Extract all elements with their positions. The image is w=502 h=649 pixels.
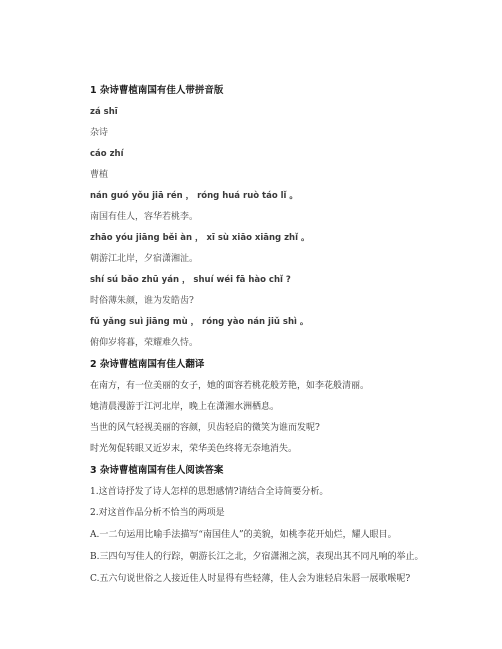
question-item: 1.这首诗抒发了诗人怎样的思想感情?请结合全诗简要分析。 — [90, 487, 329, 497]
hanzi-line: 曹植 — [90, 170, 109, 180]
translation-paragraph: 当世的风气轻视美丽的容颜，贝齿轻启的微笑为谁而发呢? — [90, 423, 320, 433]
translation-paragraph: 时光匆促转眼又近岁末，荣华美色终将无奈地消失。 — [90, 444, 298, 454]
pinyin-line: zá shī — [90, 107, 118, 117]
option-item: B.三四句写佳人的行踪，朝游长江之北，夕宿潇湘之滨，表现出其不同凡响的举止。 — [90, 552, 424, 562]
pinyin-line: fǔ yǎng suì jiāng mù ， róng yào nán jiǔ shì 。 — [90, 317, 309, 327]
pinyin-line: zhāo yóu jiāng běi àn ， xī sù xiāo xiāng zhǐ 。 — [90, 233, 310, 243]
section-heading-answers: 3 杂诗曹植南国有佳人阅读答案 — [90, 465, 224, 476]
option-item: C.五六句说世俗之人接近佳人时显得有些轻薄，佳人会为谁轻启朱唇一展歌喉呢? — [90, 574, 411, 584]
option-item: A.一二句运用比喻手法描写“南国佳人”的美貌，如桃李花开灿烂，耀人眼目。 — [90, 530, 397, 540]
document-content — [90, 84, 430, 594]
hanzi-line: 杂诗 — [90, 128, 109, 138]
pinyin-line: cáo zhí — [90, 149, 124, 159]
translation-paragraph: 她清晨漫游于江河北岸，晚上在潇湘水洲栖息。 — [90, 402, 280, 412]
translation-paragraph: 在南方，有一位美丽的女子，她的面容若桃花般芳艳，如李花般清丽。 — [90, 381, 370, 391]
question-item: 2.对这首作品分析不恰当的两项是 — [90, 508, 225, 518]
pinyin-line: shí sú bǎo zhū yán ， shuí wéi fā hào chǐ ? — [90, 275, 291, 285]
hanzi-line: 朝游江北岸，夕宿潇湘沚。 — [90, 254, 199, 264]
section-heading-translation: 2 杂诗曹植南国有佳人翻译 — [90, 359, 205, 370]
hanzi-line: 时俗薄朱颜，谁为发皓齿? — [90, 296, 194, 306]
pinyin-line: nán guó yǒu jiā rén ， róng huá ruò táo lǐ 。 — [90, 191, 298, 201]
hanzi-line: 南国有佳人，容华若桃李。 — [90, 212, 199, 222]
hanzi-line: 俯仰岁将暮，荣耀难久恃。 — [90, 338, 199, 348]
section-heading-pinyin: 1 杂诗曹植南国有佳人带拼音版 — [90, 85, 224, 96]
